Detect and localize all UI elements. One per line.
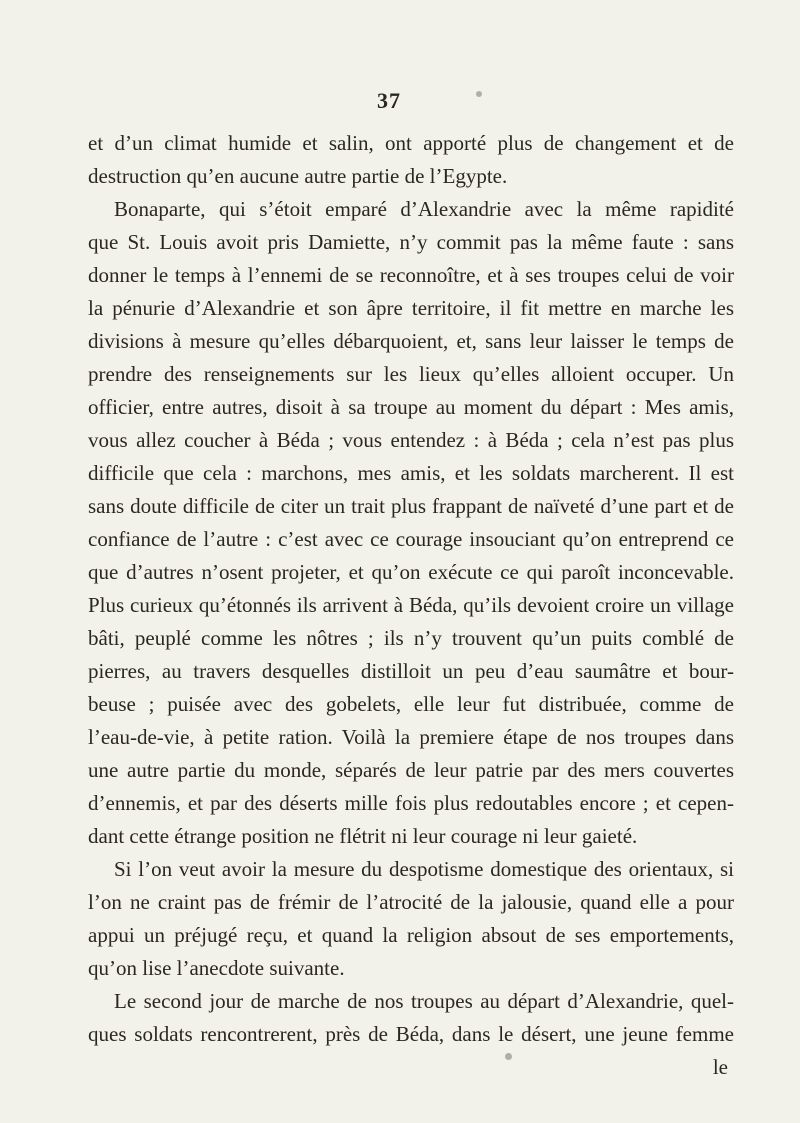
text-line: dant cette étrange position ne flétrit ni leur courage ni leur gaieté. xyxy=(88,824,638,848)
text-line: Bonaparte, qui s’étoit emparé d’Alexandrie avec la même rapidité xyxy=(114,197,734,221)
text-line: l’on ne craint pas de frémir de l’atrocité de la jalousie, quand elle a pour xyxy=(88,890,734,914)
text-line: prendre des renseignements sur les lieux qu’elles alloient occuper. Un xyxy=(88,362,734,386)
text-line: difficile que cela : marchons, mes amis, et les soldats marcherent. Il est xyxy=(88,461,734,485)
text-line: Plus curieux qu’étonnés ils arrivent à Béda, qu’ils devoient croire un village xyxy=(88,593,734,617)
text-line: divisions à mesure qu’elles débarquoient, et, sans leur laisser le temps de xyxy=(88,329,734,353)
text-line: d’ennemis, et par des déserts mille fois plus redoutables encore ; et cepen- xyxy=(88,791,734,815)
text-line: destruction qu’en aucune autre partie de l’Egypte. xyxy=(88,164,508,188)
text-line: et d’un climat humide et salin, ont apporté plus de changement et de xyxy=(88,131,734,155)
page-number: 37 xyxy=(377,88,401,113)
text-line: que d’autres n’osent projeter, et qu’on exécute ce qui paroît inconcevable. xyxy=(88,560,734,584)
body-text xyxy=(88,127,734,1084)
text-line: l’eau-de-vie, à petite ration. Voilà la premiere étape de nos troupes dans xyxy=(88,725,734,749)
text-line: Si l’on veut avoir la mesure du despotisme domestique des orientaux, si xyxy=(114,857,734,881)
text-line: la pénurie d’Alexandrie et son âpre territoire, il fit mettre en marche les xyxy=(88,296,734,320)
text-line: confiance de l’autre : c’est avec ce courage insouciant qu’on entreprend ce xyxy=(88,527,734,551)
text-line: vous allez coucher à Béda ; vous entendez : à Béda ; cela n’est pas plus xyxy=(88,428,734,452)
text-line: appui un préjugé reçu, et quand la religion absout de ses emportements, xyxy=(88,923,734,947)
text-line: qu’on lise l’anecdote suivante. xyxy=(88,956,345,980)
text-line: bâti, peuplé comme les nôtres ; ils n’y trouvent qu’un puits comblé de xyxy=(88,626,734,650)
text-line: Le second jour de marche de nos troupes au départ d’Alexandrie, quel- xyxy=(114,989,734,1013)
text-line: une autre partie du monde, séparés de leur patrie par des mers couvertes xyxy=(88,758,734,782)
text-line: beuse ; puisée avec des gobelets, elle leur fut distribuée, comme de xyxy=(88,692,734,716)
text-line: que St. Louis avoit pris Damiette, n’y commit pas la même faute : sans xyxy=(88,230,734,254)
text-line: officier, entre autres, disoit à sa troupe au moment du départ : Mes amis, xyxy=(88,395,734,419)
text-line: ques soldats rencontrerent, près de Béda, dans le désert, une jeune femme xyxy=(88,1022,734,1046)
text-line: donner le temps à l’ennemi de se reconnoître, et à ses troupes celui de voir xyxy=(88,263,734,287)
ink-speck xyxy=(476,91,482,97)
text-line: pierres, au travers desquelles distilloit un peu d’eau saumâtre et bour- xyxy=(88,659,734,683)
text-line: sans doute difficile de citer un trait plus frappant de naïveté d’une part et de xyxy=(88,494,734,518)
catchword: le xyxy=(712,1055,728,1079)
